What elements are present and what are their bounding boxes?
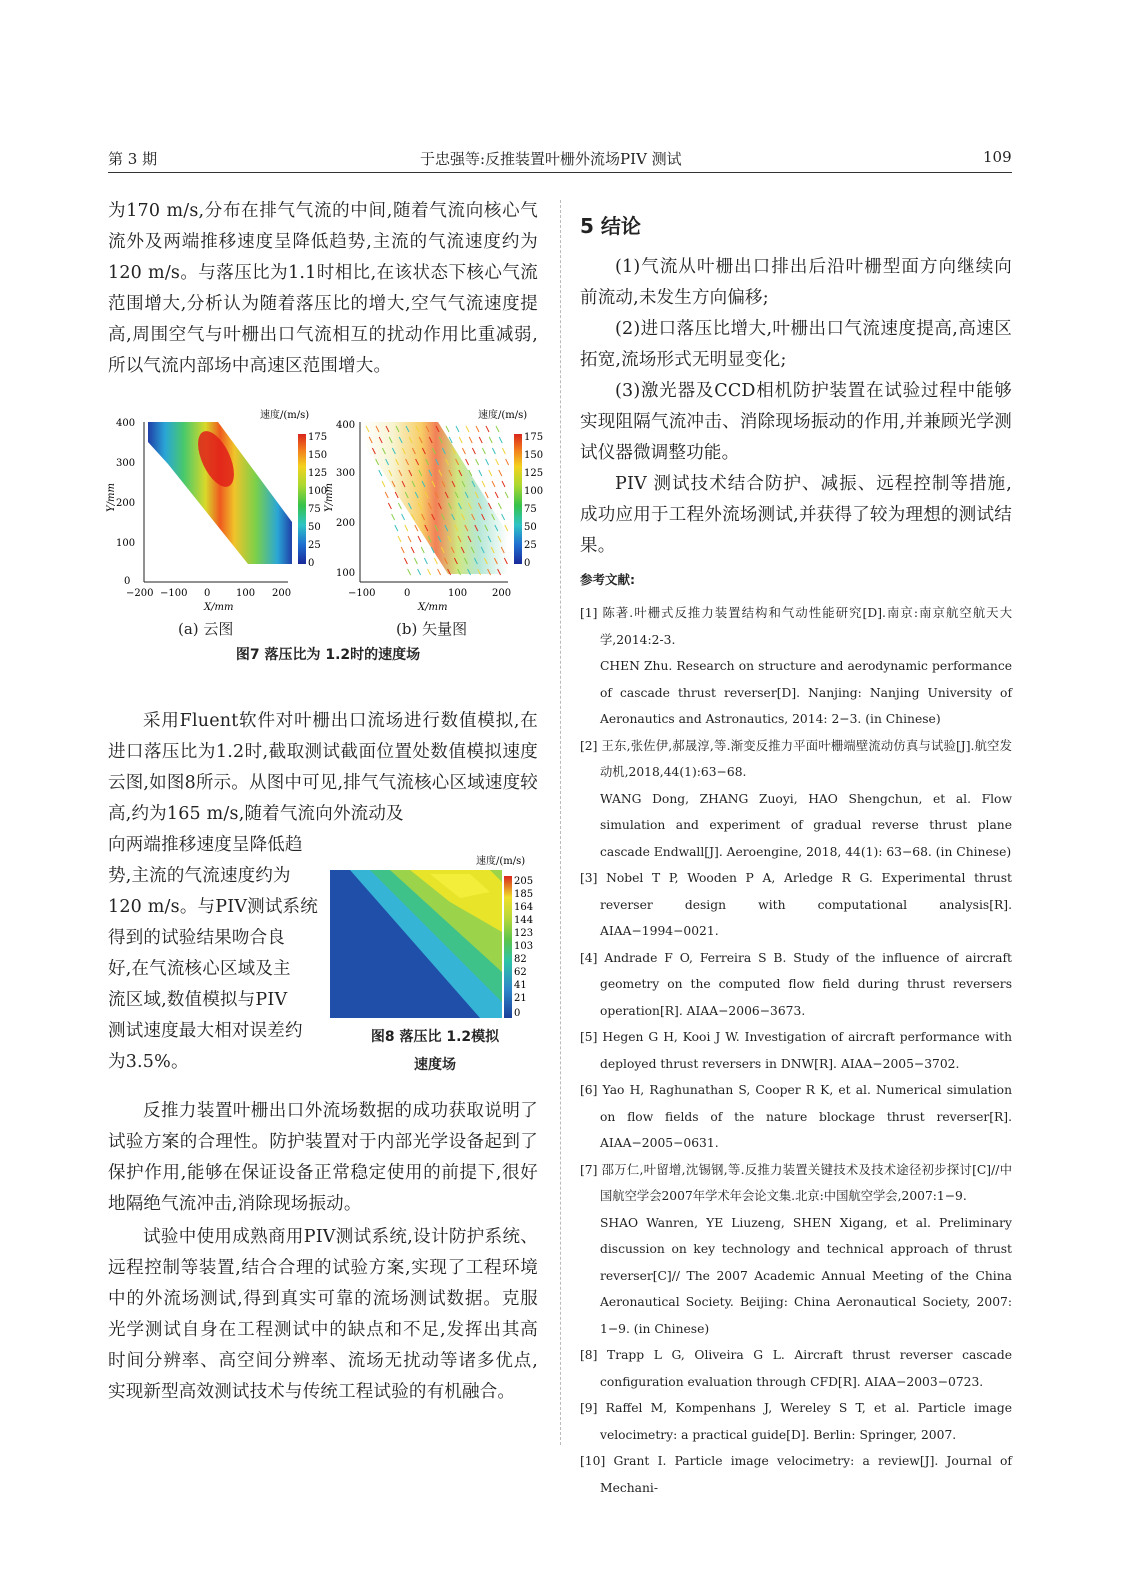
vector-arrow bbox=[434, 558, 437, 564]
text-line: 向两端推移速度呈降低趋 bbox=[108, 835, 303, 855]
fig7b-subcaption: (b) 矢量图 bbox=[396, 620, 468, 638]
vector-arrow bbox=[411, 547, 414, 553]
fig8-cb-tick: 82 bbox=[514, 954, 527, 965]
section-title: 5 结论 bbox=[580, 214, 641, 238]
vector-arrow bbox=[485, 492, 488, 498]
vector-arrow bbox=[398, 503, 401, 509]
fig7a-xtick-2: −100 bbox=[160, 588, 188, 599]
fig7b-cb-tick: 100 bbox=[524, 486, 544, 497]
vector-arrow bbox=[392, 514, 395, 520]
vector-arrow bbox=[489, 437, 492, 443]
vector-arrow bbox=[502, 481, 505, 487]
vector-arrow bbox=[462, 448, 465, 454]
vector-arrow bbox=[404, 558, 407, 564]
vector-arrow bbox=[486, 459, 489, 465]
vector-arrow bbox=[466, 426, 469, 432]
vector-arrow bbox=[489, 470, 492, 476]
vector-arrow bbox=[418, 569, 421, 575]
reference-item: [1] 陈著.叶栅式反推力装置结构和气动性能研究[D].南京:南京航空航天大学,2014:2-3. CHEN Zhu. Research on structure and aerodynamic performance of cascade thrust reverser[D]. Nanjing: Nanjing University of Aeronautics and Astronautics, 2014: 2−3. (in Chinese) bbox=[580, 606, 1012, 726]
vector-arrow bbox=[479, 437, 482, 443]
vector-arrow bbox=[506, 459, 509, 465]
fig8-cb-tick: 185 bbox=[514, 889, 534, 900]
vector-arrow bbox=[401, 547, 404, 553]
vector-arrow bbox=[421, 547, 424, 553]
conclusion-3: (3)激光器及CCD相机防护装置在试验过程中能够实现阻隔气流冲击、消除现场振动的作用,并兼顾光学测试仪器微调整功能。 bbox=[580, 381, 1012, 463]
vector-arrow bbox=[438, 569, 441, 575]
fig7b-cb-tick: 25 bbox=[524, 540, 537, 551]
fig7a-cb-tick: 175 bbox=[308, 432, 328, 443]
header-page-number: 109 bbox=[983, 148, 1012, 166]
fig7a-ytick-100: 100 bbox=[116, 538, 136, 549]
fig7b-cb-tick: 150 bbox=[524, 450, 544, 461]
vector-arrow bbox=[395, 525, 398, 531]
fig8-cb-tick: 41 bbox=[514, 980, 527, 991]
vector-arrow bbox=[496, 459, 499, 465]
header-issue: 第 3 期 bbox=[108, 150, 158, 168]
fig7b-xtick: 0 bbox=[404, 588, 411, 599]
vector-arrow bbox=[382, 481, 385, 487]
fig8-cb-tick: 164 bbox=[514, 902, 534, 913]
fig8-caption-line2: 速度场 bbox=[414, 1057, 456, 1073]
fig7a-cb-tick: 125 bbox=[308, 468, 328, 479]
fig7a-ylabel: Y/mm bbox=[106, 483, 117, 512]
vector-arrow bbox=[502, 514, 505, 520]
fig7a-colorbar-title: 速度/(m/s) bbox=[260, 410, 310, 421]
vector-arrow bbox=[499, 437, 502, 443]
vector-arrow bbox=[469, 437, 472, 443]
fig7a-subcaption: (a) 云图 bbox=[178, 620, 234, 638]
vector-arrow bbox=[418, 536, 421, 542]
fig8-cb-tick: 0 bbox=[514, 1008, 521, 1019]
fig7a-ytick-0: 0 bbox=[124, 576, 131, 587]
references-list bbox=[580, 600, 1012, 1501]
text-line: 流区域,数值模拟与PIV bbox=[108, 990, 288, 1010]
fig7b-xlabel: X/mm bbox=[418, 602, 448, 613]
vector-arrow bbox=[466, 459, 469, 465]
fig7a-cb-tick: 25 bbox=[308, 540, 321, 551]
fig7a-cb-tick: 100 bbox=[308, 486, 328, 497]
conclusions bbox=[580, 252, 1012, 562]
vector-arrow bbox=[505, 492, 508, 498]
left-paragraph-2: 采用Fluent软件对叶栅出口流场进行数值模拟,在进口落压比为1.2时,截取测试截面位置处数值模拟速度云图,如图8所示。从图中可见,排气气流核心区域速度较高,约为165 m/s,随着气流向外流动及 bbox=[108, 711, 538, 824]
figure-7-plots bbox=[108, 404, 548, 634]
fig7b-cb-tick: 125 bbox=[524, 468, 544, 479]
reference-item: [2] 王东,张佐伊,郝晟淳,等.渐变反推力平面叶栅端壁流动仿真与试验[J].航空发动机,2018,44(1):63−68. WANG Dong, ZHANG Zuoyi, HAO Shengchun, et al. Flow simulation and experiment of gradual reverse thrust plane cascade Endwall[J]. Aeroengine, 2018, 44(1): 63−68. (in Chinese) bbox=[580, 738, 1012, 859]
figure-7b-vector-chart bbox=[324, 408, 543, 613]
vector-arrow bbox=[388, 503, 391, 509]
fig7b-cb-tick: 0 bbox=[524, 558, 531, 569]
figure-8 bbox=[330, 852, 540, 1082]
reference-item: [3] Nobel T P, Wooden P A, Arledge R G. Experimental thrust reverser design with computational analysis[R]. AIAA−1994−0021. bbox=[580, 871, 1012, 938]
fig8-cb-tick: 144 bbox=[514, 915, 534, 926]
fig7a-xtick-5: 200 bbox=[272, 588, 292, 599]
vector-arrow bbox=[402, 514, 405, 520]
reference-item: [8] Trapp L G, Oliveira G L. Aircraft thrust reverser cascade configuration evaluation through CFD[R]. AIAA−2003−0723. bbox=[580, 1348, 1012, 1389]
fig7b-ytick: 300 bbox=[336, 468, 356, 479]
fig8-cb-tick: 123 bbox=[514, 928, 534, 939]
left-paragraph-3 bbox=[108, 830, 330, 1078]
vector-arrow bbox=[408, 536, 411, 542]
vector-arrow bbox=[414, 558, 417, 564]
fig7a-ytick-400: 400 bbox=[116, 418, 136, 429]
left-paragraph-4: 反推力装置叶栅出口外流场数据的成功获取说明了试验方案的合理性。防护装置对于内部光学设备起到了保护作用,能够在保证设备正常稳定使用的前提下,很好地隔绝气流冲击,消除现场振动。 bbox=[108, 1101, 538, 1214]
text-line: 好,在气流核心区域及主 bbox=[108, 959, 291, 979]
vector-arrow bbox=[424, 558, 427, 564]
fig8-cb-tick: 21 bbox=[514, 993, 527, 1004]
fig7a-xtick-1: −200 bbox=[126, 588, 154, 599]
vector-arrow bbox=[405, 525, 408, 531]
conclusion-1: (1)气流从叶栅出口排出后沿叶栅型面方向继续向前流动,未发生方向偏移; bbox=[580, 257, 1012, 308]
references-heading: 参考文献: bbox=[580, 572, 635, 587]
fig7a-ytick-300: 300 bbox=[116, 458, 136, 469]
figure-7 bbox=[108, 404, 548, 674]
fig8-cb-tick: 62 bbox=[514, 967, 527, 978]
vector-arrow bbox=[428, 569, 431, 575]
fig7b-cb-tick: 75 bbox=[524, 504, 537, 515]
column-divider bbox=[560, 200, 561, 1445]
fig7b-ytick: 200 bbox=[336, 518, 356, 529]
fig8-caption-line1: 图8 落压比 1.2模拟 bbox=[370, 1029, 500, 1045]
vector-arrow bbox=[459, 437, 462, 443]
vector-arrow bbox=[492, 448, 495, 454]
fig8-colorbar bbox=[504, 876, 512, 1018]
fig8-cb-tick: 103 bbox=[514, 941, 534, 952]
text-line: 120 m/s。与PIV测试系统 bbox=[108, 897, 318, 917]
vector-arrow bbox=[476, 426, 479, 432]
vector-arrow bbox=[492, 481, 495, 487]
fig7a-ytick-200: 200 bbox=[116, 498, 136, 509]
vector-arrow bbox=[498, 503, 501, 509]
fig7b-xtick: 200 bbox=[492, 588, 512, 599]
conclusion-4: PIV 测试技术结合防护、减振、远程控制等措施,成功应用于工程外流场测试,并获得了较为理想的测试结果。 bbox=[580, 474, 1012, 556]
fig7b-colorbar bbox=[514, 434, 522, 564]
fig7b-cb-tick: 50 bbox=[524, 522, 537, 533]
fig7b-ylabel: Y/mm bbox=[324, 483, 335, 512]
fig7a-xtick-3: 0 bbox=[204, 588, 211, 599]
figure-7a-cloud-chart bbox=[106, 408, 327, 613]
reference-item: [9] Raffel M, Kompenhans J, Wereley S T, et al. Particle image velocimetry: a practical guide[D]. Berlin: Springer, 2007. bbox=[580, 1401, 1012, 1442]
vector-arrow bbox=[446, 426, 449, 432]
fig7b-colorbar-title: 速度/(m/s) bbox=[478, 410, 528, 421]
left-paragraph-5: 试验中使用成熟商用PIV测试系统,设计防护系统、远程控制等装置,结合合理的试验方案,实现了工程环境中的外流场测试,得到真实可靠的流场测试数据。克服光学测试自身在工程测试中的缺点和不足,发挥出其高时间分辨率、高空间分辨率、流场无扰动等诸多优点,实现新型高效测试技术与传统工程试验的有机融合。 bbox=[108, 1227, 538, 1402]
fig7a-colorbar bbox=[298, 434, 306, 564]
text-line: 势,主流的气流速度约为 bbox=[108, 866, 291, 886]
fig8-cb-tick: 205 bbox=[514, 876, 534, 887]
vector-arrow bbox=[456, 426, 459, 432]
reference-item: [5] Hegen G H, Kooi J W. Investigation of aircraft performance with deployed thrust reversers in DNW[R]. AIAA−2005−3702. bbox=[580, 1030, 1012, 1071]
vector-arrow bbox=[496, 426, 499, 432]
fig7b-xtick: 100 bbox=[448, 588, 468, 599]
vector-arrow bbox=[476, 459, 479, 465]
text-line: 得到的试验结果吻合良 bbox=[108, 928, 285, 948]
fig7a-cb-tick: 0 bbox=[308, 558, 315, 569]
vector-arrow bbox=[385, 492, 388, 498]
vector-arrow bbox=[479, 470, 482, 476]
vector-arrow bbox=[482, 481, 485, 487]
header-rule bbox=[108, 172, 1012, 173]
fig7b-ytick: 100 bbox=[336, 568, 356, 579]
vector-arrow bbox=[379, 470, 382, 476]
vector-arrow bbox=[482, 448, 485, 454]
fig7a-cb-tick: 150 bbox=[308, 450, 328, 461]
text-line: 为3.5%。 bbox=[108, 1052, 189, 1072]
fig7a-xtick-4: 100 bbox=[236, 588, 256, 599]
fig7a-cb-tick: 50 bbox=[308, 522, 321, 533]
vector-arrow bbox=[472, 448, 475, 454]
fig8-colorbar-title: 速度/(m/s) bbox=[476, 856, 526, 867]
header-title: 于忠强等:反推装置叶栅外流场PIV 测试 bbox=[420, 150, 682, 168]
left-paragraph-1: 为170 m/s,分布在排气气流的中间,随着气流向核心气流外及两端推移速度呈降低趋势,主流的气流速度约为120 m/s。与落压比为1.1时相比,在该状态下核心气流范围增大,分析认为随着落压比的增大,空气气流速度提高,周围空气与叶栅出口气流相互的扰动作用比重减弱,所以气流内部场中高速区范围增大。 bbox=[108, 201, 538, 376]
vector-arrow bbox=[499, 470, 502, 476]
vector-arrow bbox=[495, 492, 498, 498]
vector-arrow bbox=[486, 426, 489, 432]
reference-item: [7] 邵万仁,叶留增,沈锡钢,等.反推力装置关键技术及技术途径初步探讨[C]//中国航空学会2007年学术年会论文集.北京:中国航空学会,2007:1−9. SHAO Wanren, YE Liuzeng, SHEN Xigang, et al. Preliminary discussion on key technology and technical approach of thrust reverser[C]// The 2007 Academic Annual Meeting of the China Aeronautical Society. Beijing: China Aeronautical Society, 2007: 1−9. (in Chinese) bbox=[580, 1162, 1012, 1336]
vector-arrow bbox=[502, 448, 505, 454]
fig7a-xlabel: X/mm bbox=[204, 602, 234, 613]
reference-item: [10] Grant I. Particle image velocimetry: a review[J]. Journal of Mechani- bbox=[580, 1454, 1012, 1495]
reference-item: [4] Andrade F O, Ferreira S B. Study of the influence of aircraft geometry on the computed flow field during thrust reversers operation[R]. AIAA−2006−3673. bbox=[580, 950, 1012, 1018]
fig7a-cb-tick: 75 bbox=[308, 504, 321, 515]
figure-8-contour bbox=[330, 852, 540, 1022]
text-line: 测试速度最大相对误差约 bbox=[108, 1021, 303, 1041]
vector-arrow bbox=[408, 569, 411, 575]
fig7b-xtick: −100 bbox=[348, 588, 376, 599]
fig7b-ytick: 400 bbox=[336, 420, 356, 431]
fig7-caption: 图7 落压比为 1.2时的速度场 bbox=[235, 647, 421, 663]
vector-arrow bbox=[398, 536, 401, 542]
fig7b-cb-tick: 175 bbox=[524, 432, 544, 443]
reference-item: [6] Yao H, Raghunathan S, Cooper R K, et al. Numerical simulation on flow fields of the nature blockage thrust reverser[R]. AIAA−2005−0631. bbox=[580, 1083, 1012, 1150]
vector-arrow bbox=[415, 525, 418, 531]
conclusion-2: (2)进口落压比增大,叶栅出口气流速度提高,高速区拓宽,流场形式无明显变化; bbox=[580, 319, 1012, 370]
